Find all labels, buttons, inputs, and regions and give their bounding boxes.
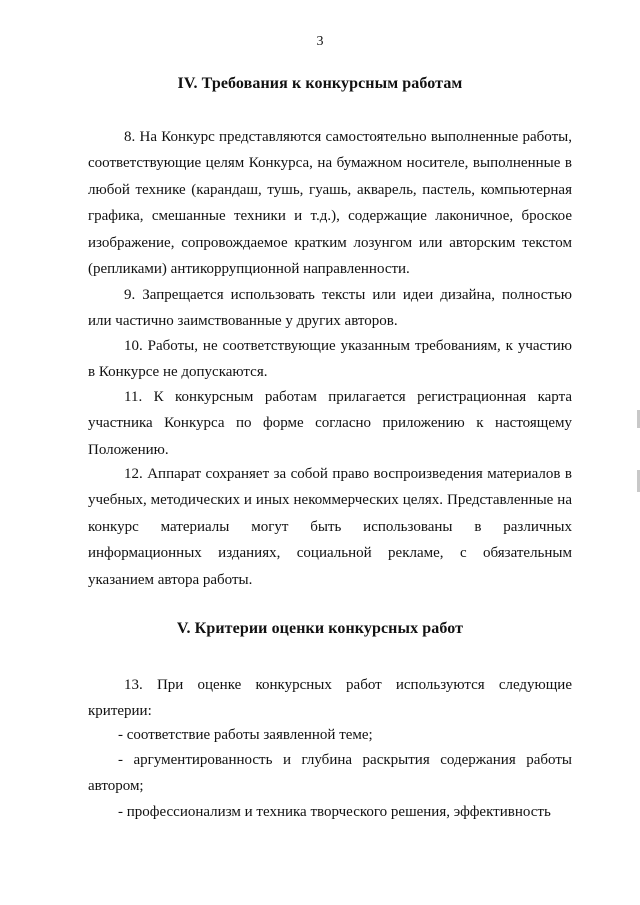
paragraph-8: 8. На Конкурс представляются самостоятельно выполненные работы, соответствующие целям Конкурса, на бумажном носителе, выполненные в любой технике (карандаш, тушь, гуашь, акварель, пастель, компьютерная графика, смешанные техники и т.д.), содержащие лаконичное, броское изображение, сопровождаемое кратким лозунгом или авторским текстом (репликами) антикоррупционной направленности. [88,129,572,278]
criterion-item: - аргументированность и глубина раскрытия содержания работы автором; [88,752,572,795]
paragraph-12: 12. Аппарат сохраняет за собой право воспроизведения материалов в учебных, методических и иных некоммерческих целях. Представленные на конкурс материалы могут быть использованы в различных информационных изданиях, социальной рекламе, с обязательным указанием автора работы. [88,466,572,588]
paragraph-9: 9. Запрещается использовать тексты или идеи дизайна, полностью или частично заимствованные у других авторов. [88,287,572,330]
paragraph-11: 11. К конкурсным работам прилагается регистрационная карта участника Конкурса по форме согласно приложению к настоящему Положению. [88,389,572,458]
criterion-item: - соответствие работы заявленной теме; [118,727,373,743]
paragraph-10: 10. Работы, не соответствующие указанным требованиям, к участию в Конкурсе не допускаются. [88,338,572,381]
criterion-item: - профессионализм и техника творческого решения, эффективность [118,804,551,820]
page-number: 3 [316,34,324,49]
section-4-heading: IV. Требования к конкурсным работам [177,75,463,92]
section-5-heading: V. Критерии оценки конкурсных работ [176,620,464,637]
paragraph-13: 13. При оценке конкурсных работ используются следующие критерии: [88,677,572,720]
